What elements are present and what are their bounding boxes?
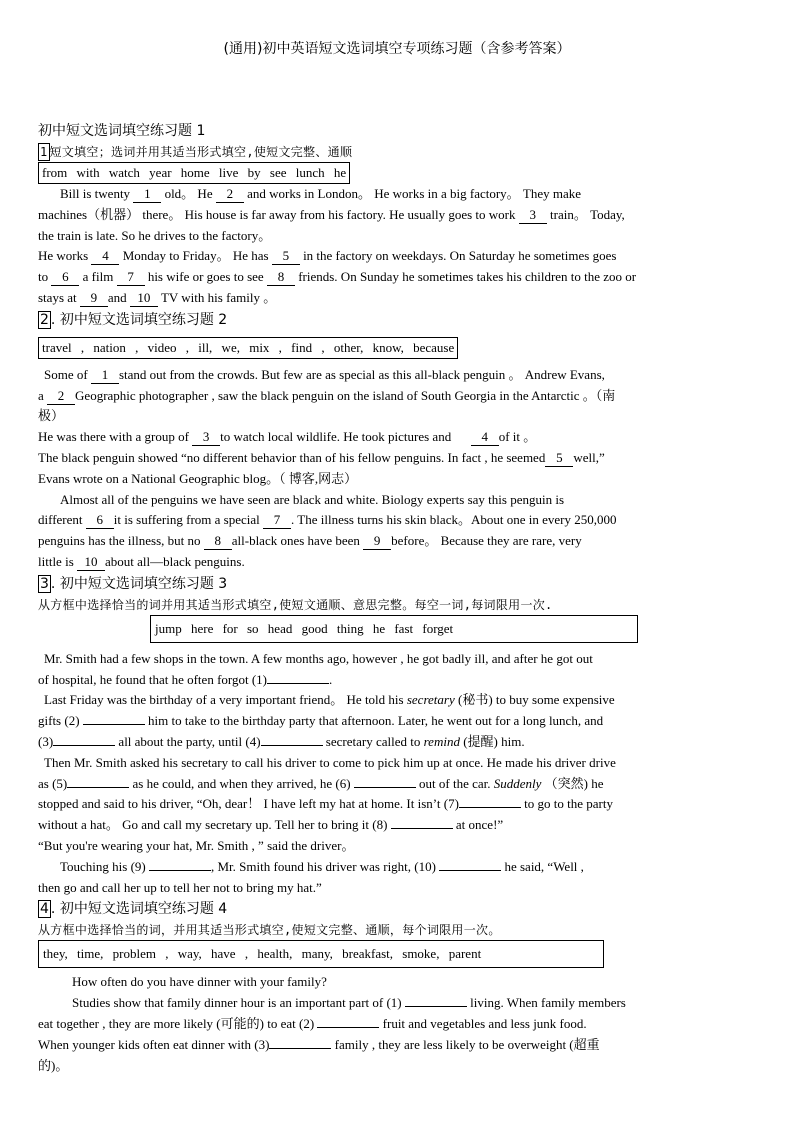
question-number-box: 3 xyxy=(40,575,49,592)
blank xyxy=(53,745,115,746)
paragraph-line: When younger kids often eat dinner with (3) family , they are less likely to be overweight (超重 xyxy=(38,1036,600,1052)
document-body xyxy=(38,120,758,1076)
document-title: (通用)初中英语短文选词填空专项练习题（含参考答案） xyxy=(223,41,571,57)
blank xyxy=(354,787,416,788)
paragraph-line: “But you're wearing your hat, Mr. Smith , ” said the driver。 xyxy=(38,837,355,853)
blank: 7 xyxy=(117,269,145,286)
paragraph-line: 的)。 xyxy=(38,1057,69,1073)
paragraph-line: without a hat。 Go and call my secretary up. Tell her to bring it (8) at once!” xyxy=(38,817,504,833)
blank xyxy=(267,683,329,684)
section-1-heading: 初中短文选词填空练习题 1 xyxy=(38,123,206,139)
section-1-instruction: 1 短文填空；选词并用其适当形式填空,使短文完整、通顺 xyxy=(40,145,353,159)
paragraph-line: The black penguin showed “no different behavior than of his fellow penguins. In fact , he seemed 5 well,” xyxy=(38,449,605,465)
section-3-heading: 3 . 初中短文选词填空练习题 3 xyxy=(40,575,228,592)
blank: 7 xyxy=(263,512,291,529)
paragraph-line: Studies show that family dinner hour is an important part of (1) living. When family members xyxy=(72,995,626,1011)
section-4-instruction: 从方框中选择恰当的词，并用其适当形式填空,使短文完整、通顺，每个词限用一次。 xyxy=(38,923,501,938)
blank: 10 xyxy=(77,554,105,571)
paragraph-line: Touching his (9) , Mr. Smith found his driver was right, (10) he said, “Well , xyxy=(60,858,584,874)
section-2-heading: 2 . 初中短文选词填空练习题 2 xyxy=(40,311,228,328)
blank xyxy=(67,787,129,788)
blank: 2 xyxy=(216,186,244,203)
paragraph-line: Last Friday was the birthday of a very important friend。 He told his secretary (秘书) to buy some expensive xyxy=(44,692,615,708)
blank xyxy=(459,807,521,808)
paragraph-line: little is 10 about all—black penguins. xyxy=(38,553,245,569)
paragraph-line: penguins has the illness, but no 8 all-black ones have been 9 before。 Because they are rare, very xyxy=(38,533,582,549)
blank: 1 xyxy=(91,367,119,384)
blank: 6 xyxy=(86,512,114,529)
paragraph-line: Mr. Smith had a few shops in the town. A few months ago, however , he got badly ill, and after he got out xyxy=(44,650,593,666)
paragraph-line: Almost all of the penguins we have seen are black and white. Biology experts say this penguin is xyxy=(60,491,564,507)
question-number-box: 2 xyxy=(40,311,49,328)
paragraph-line: He works 4 Monday to Friday。 He has 5 in the factory on weekdays. On Saturday he sometimes goes xyxy=(38,248,617,264)
section-4-heading: 4 . 初中短文选词填空练习题 4 xyxy=(40,901,228,918)
blank: 4 xyxy=(91,248,119,265)
blank xyxy=(391,828,453,829)
blank: 1 xyxy=(133,186,161,203)
paragraph-line: Bill is twenty 1 old。 He 2 and works in London。 He works in a big factory。 They make xyxy=(60,186,582,201)
paragraph-line: 极） xyxy=(38,408,65,424)
paragraph-line: as (5) as he could, and when they arrived, he (6) out of the car. Suddenly （突然) he xyxy=(38,775,604,791)
section-3-instruction: 从方框中选择恰当的词并用其适当形式填空,使短文通顺、意思完整。每空一词,每词限用一次. xyxy=(38,597,553,612)
word-bank-box: they, time, problem , way, have , health, many, breakfast, smoke, parent xyxy=(38,940,604,968)
paragraph-line: the train is late. So he drives to the factory。 xyxy=(38,227,272,243)
paragraph-line: Some of 1 stand out from the crowds. But few are as special as this all-black penguin 。 Andrew Evans, xyxy=(44,366,605,382)
blank: 9 xyxy=(80,290,108,307)
paragraph-line: of hospital, he found that he often forgot (1) . xyxy=(38,671,333,687)
word-bank-box: jump here for so head good thing he fast forget xyxy=(150,615,638,643)
blank xyxy=(261,745,323,746)
blank xyxy=(405,1006,467,1007)
blank: 8 xyxy=(267,269,295,286)
paragraph-line: Evans wrote on a National Geographic blog。（ 博客,网志） xyxy=(38,470,358,486)
blank: 4 xyxy=(471,429,499,446)
paragraph-line: to 6 a film 7 his wife or goes to see 8 friends. On Sunday he sometimes takes his children to the zoo or xyxy=(38,269,637,285)
blank xyxy=(439,870,501,871)
blank: 6 xyxy=(51,269,79,286)
blank: 3 xyxy=(192,429,220,446)
paragraph-line: (3) all about the party, until (4) secretary called to remind (提醒) him. xyxy=(38,733,525,749)
question-number-box: 1 xyxy=(40,145,48,159)
blank: 2 xyxy=(47,388,75,405)
paragraph-line: eat together , they are more likely (可能的) to eat (2) fruit and vegetables and less junk food. xyxy=(38,1015,587,1031)
blank: 10 xyxy=(130,290,158,307)
paragraph-line: stays at 9 and 10 TV with his family 。 xyxy=(38,289,277,305)
paragraph-line: a 2 Geographic photographer , saw the black penguin on the island of South Georgia in the Antarctic 。（南 xyxy=(38,387,616,403)
paragraph-line: He was there with a group of 3 to watch local wildlife. He took pictures and 4 of it 。 xyxy=(38,429,537,445)
blank: 5 xyxy=(545,450,573,467)
word-bank-box: travel , nation , video , ill, we, mix , find , other, know, because xyxy=(38,337,458,359)
blank xyxy=(83,724,145,725)
paragraph-line: different 6 it is suffering from a special 7 . The illness turns his skin black。About one in every 250,000 xyxy=(38,512,617,528)
blank xyxy=(317,1027,379,1028)
paragraph-line: stopped and said to his driver, “Oh, dear！ I have left my hat at home. It isn’t (7) to go to the party xyxy=(38,796,613,812)
blank: 5 xyxy=(272,248,300,265)
question-number-box: 4 xyxy=(40,901,49,918)
paragraph-line: gifts (2) him to take to the birthday party that afternoon. Later, he went out for a long lunch, and xyxy=(38,713,604,729)
blank: 9 xyxy=(363,533,391,550)
word-bank-box: from with watch year home live by see lunch he xyxy=(38,162,350,184)
paragraph-line: How often do you have dinner with your family? xyxy=(72,974,327,990)
blank xyxy=(149,870,211,871)
paragraph-line: then go and call her up to tell her not to bring my hat.” xyxy=(38,879,322,895)
blank xyxy=(269,1048,331,1049)
paragraph-line: Then Mr. Smith asked his secretary to call his driver to come to pick him up at once. He made his driver drive xyxy=(44,754,616,770)
blank: 3 xyxy=(519,207,547,224)
blank: 8 xyxy=(204,533,232,550)
paragraph-line: machines（机器） there。 His house is far away from his factory. He usually goes to work 3 train。 Today, xyxy=(38,206,625,222)
